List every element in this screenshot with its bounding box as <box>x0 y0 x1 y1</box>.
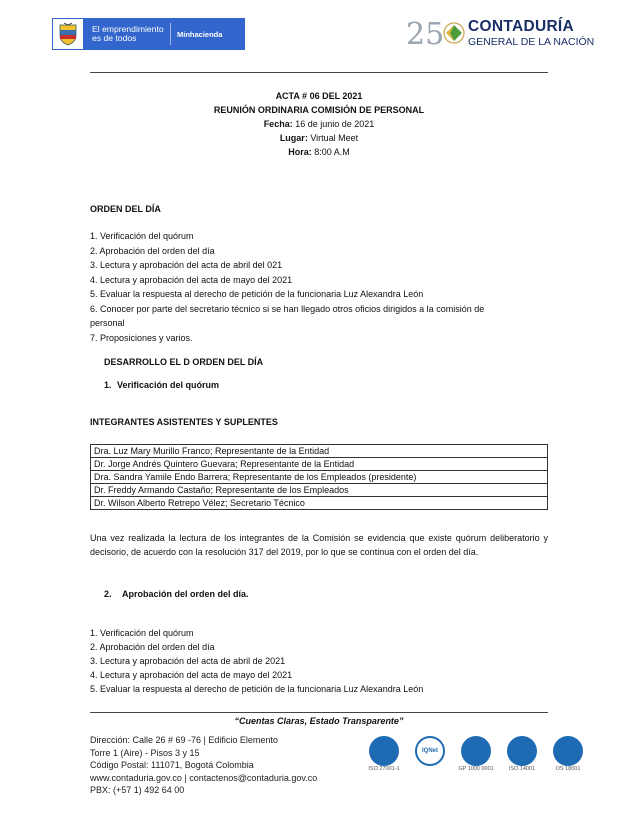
table-row <box>91 471 548 484</box>
cert-label: ISO 27001-1 <box>368 766 400 772</box>
section-1-number: 1. <box>104 380 112 390</box>
time-value: 8:00 A.M <box>314 147 350 157</box>
table-cell: Dra. Luz Mary Murillo Franco; Representante de la Entidad <box>91 445 548 458</box>
place-label: Lugar: <box>279 133 308 143</box>
list-item: 4. Lectura y aprobación del acta de mayo del 2021 <box>90 670 293 680</box>
section-2-title <box>104 588 249 600</box>
table-row <box>91 497 548 510</box>
ministry-label: Minhacienda <box>177 29 223 39</box>
date-value: 16 de junio de 2021 <box>295 119 375 129</box>
header-rule <box>90 72 548 73</box>
time-label: Hora: <box>288 147 312 157</box>
table-cell: Dra. Sandra Yamile Endo Barrera; Representante de los Empleados (presidente) <box>91 471 548 484</box>
address-line: Dirección: Calle 26 # 69 -76 | Edificio Elemento <box>90 735 278 745</box>
meeting-title: REUNIÓN ORDINARIA COMISIÓN DE PERSONAL <box>213 105 425 115</box>
gov-slogan: El emprendimiento es de todos <box>92 23 164 43</box>
table-row <box>91 484 548 497</box>
postal-line: Código Postal: 111071, Bogotá Colombia <box>90 760 254 770</box>
acta-number: ACTA # 06 DEL 2021 <box>275 91 363 101</box>
members-heading: INTEGRANTES ASISTENTES Y SUPLENTES <box>90 417 278 427</box>
certifications <box>364 736 588 772</box>
anniversary-number: 25 <box>406 17 445 50</box>
development-heading: DESARROLLO EL D ORDEN DEL DÍA <box>104 357 264 367</box>
icontec-icon <box>461 736 491 766</box>
cert-badge <box>456 736 496 772</box>
list-item: 2. Aprobación del orden del día <box>90 642 215 652</box>
iqnet-text: IQNet <box>421 748 438 754</box>
cert-label: ISO 14001 <box>508 766 536 772</box>
cert-badge <box>364 736 404 772</box>
table-cell: Dr. Jorge Andrés Quintero Guevara; Representante de la Entidad <box>91 458 548 471</box>
list-item: 5. Evaluar la respuesta al derecho de petición de la funcionaria Luz Alexandra León <box>90 684 424 694</box>
footer-slogan: “Cuentas Claras, Estado Transparente” <box>234 716 404 726</box>
list-item: personal <box>90 318 125 328</box>
table-row <box>91 445 548 458</box>
list-item: 3. Lectura y aprobación del acta de abril de 2021 <box>90 656 286 666</box>
date-line <box>0 118 638 130</box>
icontec-icon <box>507 736 537 766</box>
table-row <box>91 458 548 471</box>
section-2-label: Aprobación del orden del día. <box>122 589 249 599</box>
list-item: 7. Proposiciones y varios. <box>90 332 193 343</box>
iqnet-icon <box>415 736 445 766</box>
place-value: Virtual Meet <box>310 133 359 143</box>
org-subtitle: GENERAL DE LA NACIÓN <box>468 36 595 48</box>
members-table-wrap <box>90 444 548 510</box>
phone-line: PBX: (+57 1) 492 64 00 <box>90 785 185 795</box>
time-line <box>0 146 638 158</box>
footer-contact <box>90 734 317 797</box>
section-1-label: Verificación del quórum <box>117 380 220 390</box>
cert-badge <box>410 736 450 772</box>
anniversary-logo <box>404 16 466 55</box>
cert-badge <box>548 736 588 772</box>
org-name: CONTADURÍA <box>468 18 575 35</box>
list-item: 5. Evaluar la respuesta al derecho de petición de la funcionaria Luz Alexandra León <box>90 289 424 299</box>
section-1-title <box>104 379 219 391</box>
cert-label: OS 18001 <box>555 766 581 772</box>
list-item: 1. Verificación del quórum <box>90 231 194 241</box>
table-cell: Dr. Wilson Alberto Retrepo Vélez; Secretario Técnico <box>91 497 548 510</box>
agenda-list-2 <box>90 626 423 696</box>
icontec-icon <box>553 736 583 766</box>
address-line: Torre 1 (Aire) - Pisos 3 y 15 <box>90 747 200 758</box>
colombia-shield-icon <box>52 18 84 50</box>
list-item: 1. Verificación del quórum <box>90 628 194 638</box>
agenda-heading: ORDEN DEL DÍA <box>90 204 161 214</box>
list-item: 4. Lectura y aprobación del acta de mayo del 2021 <box>90 274 293 285</box>
gov-banner <box>52 18 245 50</box>
web-email-line[interactable]: www.contaduria.gov.co | contactenos@contaduria.gov.co <box>90 772 318 783</box>
divider <box>170 23 171 45</box>
cert-badge <box>502 736 542 772</box>
members-table <box>90 444 548 510</box>
agenda-list <box>90 229 484 345</box>
list-item: 3. Lectura y aprobación del acta de abril del 021 <box>90 260 283 270</box>
quorum-paragraph: Una vez realizada la lectura de los integrantes de la Comisión se evidencia que existe quórum deliberatorio y decisorio, de acuerdo con la resolución 317 del 2019, por lo que se continua con el orden del día. <box>90 533 548 557</box>
cert-label: GP 1000 0001 <box>458 766 494 772</box>
place-line <box>0 132 638 144</box>
footer-rule <box>90 712 548 713</box>
icontec-icon <box>369 736 399 766</box>
table-cell: Dr. Freddy Armando Castaño; Representante de los Empleados <box>91 484 548 497</box>
section-2-number: 2. <box>104 589 112 599</box>
list-item: 6. Conocer por parte del secretario técnico si se han llegado otros oficios dirigidos a la comisión de <box>90 303 485 314</box>
list-item: 2. Aprobación del orden del día <box>90 245 215 256</box>
date-label: Fecha: <box>263 119 293 129</box>
